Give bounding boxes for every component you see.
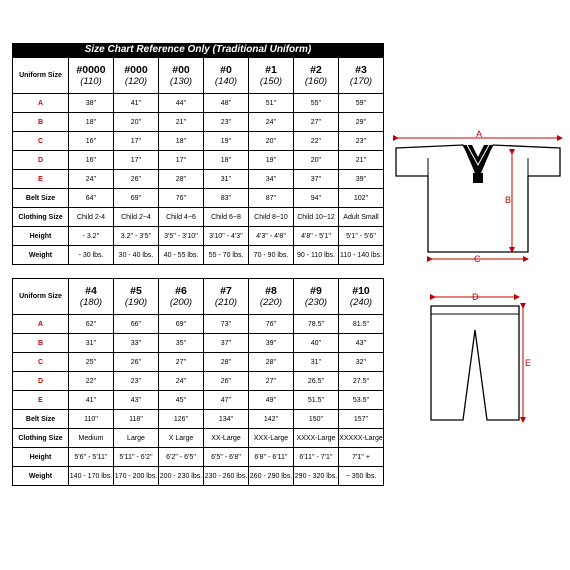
table-cell: 43'' xyxy=(339,334,384,353)
size-number: (130) xyxy=(169,75,193,87)
table-cell: Adult Small xyxy=(339,208,384,227)
table-cell: XXX-Large xyxy=(249,429,294,448)
size-number: (180) xyxy=(79,296,103,308)
table-cell: 24'' xyxy=(249,113,294,132)
table-cell: 76'' xyxy=(249,315,294,334)
size-header xyxy=(204,279,249,315)
dim-d-label: D xyxy=(472,292,479,302)
row-label-uniform-size: Uniform Size xyxy=(13,58,69,94)
table-row xyxy=(13,448,384,467)
table-cell: 49'' xyxy=(249,391,294,410)
table-cell: 66'' xyxy=(114,315,159,334)
table-cell: 34'' xyxy=(249,170,294,189)
table-cell: 17'' xyxy=(159,151,204,170)
table-cell: 6'8'' - 6'11'' xyxy=(249,448,294,467)
size-code: #4 xyxy=(85,284,97,297)
table-cell: 140 - 170 lbs. xyxy=(69,467,114,486)
table-cell: 7'1'' + xyxy=(339,448,384,467)
table-cell: 25'' xyxy=(69,353,114,372)
dim-b-label: B xyxy=(505,195,512,205)
table-cell: 53.5'' xyxy=(339,391,384,410)
table-row xyxy=(13,113,384,132)
table-cell: 4'3'' - 4'8'' xyxy=(249,227,294,246)
table-cell: 118'' xyxy=(114,410,159,429)
table-cell: 23'' xyxy=(339,132,384,151)
table-row xyxy=(13,151,384,170)
table-row xyxy=(13,246,384,265)
size-number: (160) xyxy=(304,75,328,87)
table-cell: 102'' xyxy=(339,189,384,208)
table-cell: 6'5'' - 6'8'' xyxy=(204,448,249,467)
size-header xyxy=(114,279,159,315)
table-row xyxy=(13,467,384,486)
table-cell: 81.5'' xyxy=(339,315,384,334)
table-cell: 18'' xyxy=(159,132,204,151)
table-cell: 55'' xyxy=(294,94,339,113)
row-label-weight: Weight xyxy=(13,467,69,486)
table-cell: 5'11'' - 6'2'' xyxy=(114,448,159,467)
table-cell: 31'' xyxy=(69,334,114,353)
table-cell: 41'' xyxy=(114,94,159,113)
size-number: (230) xyxy=(304,296,328,308)
table-cell: 23'' xyxy=(204,113,249,132)
row-label-belt-size: Belt Size xyxy=(13,189,69,208)
size-header xyxy=(159,58,204,94)
row-label-d: D xyxy=(13,151,69,170)
table-cell: 16'' xyxy=(69,132,114,151)
table-cell: 69'' xyxy=(114,189,159,208)
size-header xyxy=(294,279,339,315)
row-label-clothing-size: Clothing Size xyxy=(13,429,69,448)
table-cell: 26.5'' xyxy=(294,372,339,391)
size-header xyxy=(294,58,339,94)
size-code: #0000 xyxy=(76,63,106,76)
table-cell: 16'' xyxy=(69,151,114,170)
size-header xyxy=(69,279,114,315)
table-cell: Large xyxy=(114,429,159,448)
table-row xyxy=(13,170,384,189)
size-code: #2 xyxy=(310,63,322,76)
table-cell: 21'' xyxy=(339,151,384,170)
size-code: #5 xyxy=(130,284,142,297)
table-cell: 78.5'' xyxy=(294,315,339,334)
table-cell: 6'2'' - 6'5'' xyxy=(159,448,204,467)
pants-outline xyxy=(431,306,519,420)
table-cell: 24'' xyxy=(69,170,114,189)
table-cell: 31'' xyxy=(294,353,339,372)
table-cell: 17'' xyxy=(114,132,159,151)
table-cell: 28'' xyxy=(159,170,204,189)
table-cell: 157'' xyxy=(339,410,384,429)
table-cell: 3.2'' - 3'5'' xyxy=(114,227,159,246)
table-cell: 19'' xyxy=(204,132,249,151)
row-label-a: A xyxy=(13,94,69,113)
table-cell: 170 - 200 lbs. xyxy=(114,467,159,486)
table-cell: 27.5'' xyxy=(339,372,384,391)
table-cell: 28'' xyxy=(204,353,249,372)
table-cell: 26'' xyxy=(114,170,159,189)
table-cell: 32'' xyxy=(339,353,384,372)
size-number: (170) xyxy=(349,75,373,87)
table-row xyxy=(13,208,384,227)
table-cell: 22'' xyxy=(294,132,339,151)
table-cell: 5'1'' - 5'6'' xyxy=(339,227,384,246)
table-cell: Child 8~10 xyxy=(249,208,294,227)
row-label-clothing-size: Clothing Size xyxy=(13,208,69,227)
table-cell: 20'' xyxy=(294,151,339,170)
table-cell: 27'' xyxy=(249,372,294,391)
size-header xyxy=(249,58,294,94)
size-number: (200) xyxy=(169,296,193,308)
row-label-b: B xyxy=(13,113,69,132)
size-code: #9 xyxy=(310,284,322,297)
table-cell: 142'' xyxy=(249,410,294,429)
table-cell: Child 2-4 xyxy=(69,208,114,227)
row-label-d: D xyxy=(13,372,69,391)
table-cell: 39'' xyxy=(249,334,294,353)
size-code: #00 xyxy=(172,63,190,76)
table-cell: 76'' xyxy=(159,189,204,208)
row-label-e: E xyxy=(13,391,69,410)
table-cell: 24'' xyxy=(159,372,204,391)
table-cell: 20'' xyxy=(114,113,159,132)
size-code: #000 xyxy=(124,63,148,76)
jacket-diagram xyxy=(388,128,570,268)
row-label-uniform-size: Uniform Size xyxy=(13,279,69,315)
table-cell: 23'' xyxy=(114,372,159,391)
table-cell: 230 - 260 lbs. xyxy=(204,467,249,486)
table-cell: Child 6~8 xyxy=(204,208,249,227)
table-cell: XXXXX-Large xyxy=(339,429,384,448)
table-cell: 19'' xyxy=(249,151,294,170)
table-cell: ~ 350 lbs. xyxy=(339,467,384,486)
table-cell: 55 - 70 lbs. xyxy=(204,246,249,265)
table-cell: 27'' xyxy=(159,353,204,372)
table-cell: 6'11'' - 7'1'' xyxy=(294,448,339,467)
table-cell: 26'' xyxy=(114,353,159,372)
row-label-e: E xyxy=(13,170,69,189)
size-header xyxy=(339,279,384,315)
size-header xyxy=(69,58,114,94)
table-cell: Child 10~12 xyxy=(294,208,339,227)
table-row xyxy=(13,132,384,151)
table-cell: 62'' xyxy=(69,315,114,334)
table-cell: 29'' xyxy=(339,113,384,132)
table-row xyxy=(13,391,384,410)
table-row xyxy=(13,189,384,208)
row-label-weight: Weight xyxy=(13,246,69,265)
size-number: (210) xyxy=(214,296,238,308)
size-header xyxy=(339,58,384,94)
table-cell: Medium xyxy=(69,429,114,448)
size-number: (190) xyxy=(124,296,148,308)
row-label-b: B xyxy=(13,334,69,353)
table-cell: 134'' xyxy=(204,410,249,429)
size-number: (110) xyxy=(80,75,102,87)
table-cell: 260 - 290 lbs. xyxy=(249,467,294,486)
size-number: (150) xyxy=(259,75,283,87)
size-header xyxy=(204,58,249,94)
table-cell: 38'' xyxy=(69,94,114,113)
size-header xyxy=(159,279,204,315)
table-row xyxy=(13,94,384,113)
table-cell: 33'' xyxy=(114,334,159,353)
row-label-height: Height xyxy=(13,227,69,246)
table-row xyxy=(13,372,384,391)
table-cell: 27'' xyxy=(294,113,339,132)
table-cell: 22'' xyxy=(69,372,114,391)
table-cell: 5'6'' - 5'11'' xyxy=(69,448,114,467)
table-cell: 20'' xyxy=(249,132,294,151)
table-cell: 26'' xyxy=(204,372,249,391)
table-cell: 35'' xyxy=(159,334,204,353)
table-cell: 39'' xyxy=(339,170,384,189)
size-code: #7 xyxy=(220,284,232,297)
jacket-knot xyxy=(473,173,483,183)
size-code: #3 xyxy=(355,63,367,76)
size-header xyxy=(114,58,159,94)
size-number: (220) xyxy=(259,296,283,308)
table-cell: XXXX-Large xyxy=(294,429,339,448)
size-table-1 xyxy=(12,57,384,265)
row-label-a: A xyxy=(13,315,69,334)
size-number: (120) xyxy=(124,75,148,87)
table-cell: 4'8'' - 5'1'' xyxy=(294,227,339,246)
table-cell: 45'' xyxy=(159,391,204,410)
size-table-2 xyxy=(12,278,384,486)
table-cell: Child 2~4 xyxy=(114,208,159,227)
table-cell: 73'' xyxy=(204,315,249,334)
table-cell: 17'' xyxy=(114,151,159,170)
pants-diagram xyxy=(425,290,565,430)
row-label-height: Height xyxy=(13,448,69,467)
table-row xyxy=(13,429,384,448)
table-cell: 69'' xyxy=(159,315,204,334)
size-header xyxy=(249,279,294,315)
dim-a-label: A xyxy=(476,129,483,139)
table-cell: Child 4~6 xyxy=(159,208,204,227)
table-cell: 28'' xyxy=(249,353,294,372)
dim-c-label: C xyxy=(474,254,481,264)
table-cell: 51.5'' xyxy=(294,391,339,410)
table-cell: 48'' xyxy=(204,94,249,113)
table-row xyxy=(13,315,384,334)
table-cell: 3'10'' - 4'3'' xyxy=(204,227,249,246)
table-cell: 290 - 320 lbs. xyxy=(294,467,339,486)
table-cell: 37'' xyxy=(294,170,339,189)
table-cell: 70 - 90 lbs. xyxy=(249,246,294,265)
table-row xyxy=(13,410,384,429)
table-cell: 87'' xyxy=(249,189,294,208)
table-cell: 31'' xyxy=(204,170,249,189)
table-cell: 41'' xyxy=(69,391,114,410)
size-code: #1 xyxy=(265,63,277,76)
table-cell: 21'' xyxy=(159,113,204,132)
table-cell: 47'' xyxy=(204,391,249,410)
size-number: (140) xyxy=(214,75,238,87)
table-cell: 64'' xyxy=(69,189,114,208)
table-cell: X Large xyxy=(159,429,204,448)
row-label-c: C xyxy=(13,132,69,151)
table-cell: XX-Large xyxy=(204,429,249,448)
table-cell: 18'' xyxy=(204,151,249,170)
table-row xyxy=(13,334,384,353)
table-cell: 83'' xyxy=(204,189,249,208)
size-code: #8 xyxy=(265,284,277,297)
table-cell: 44'' xyxy=(159,94,204,113)
table-cell: 40'' xyxy=(294,334,339,353)
table-cell: 43'' xyxy=(114,391,159,410)
table-cell: 18'' xyxy=(69,113,114,132)
size-code: #10 xyxy=(352,284,370,297)
row-label-c: C xyxy=(13,353,69,372)
table-cell: 110 - 140 lbs. xyxy=(339,246,384,265)
table-cell: - 30 lbs. xyxy=(69,246,114,265)
table-cell: 3'5'' - 3'10'' xyxy=(159,227,204,246)
size-number: (240) xyxy=(349,296,373,308)
table-cell: 37'' xyxy=(204,334,249,353)
chart-title: Size Chart Reference Only (Traditional Uniform) xyxy=(12,43,384,57)
table-cell: 30 - 40 lbs. xyxy=(114,246,159,265)
table-cell: 150'' xyxy=(294,410,339,429)
table-cell: - 3.2'' xyxy=(69,227,114,246)
table-row xyxy=(13,353,384,372)
row-label-belt-size: Belt Size xyxy=(13,410,69,429)
dim-e-label: E xyxy=(525,358,532,368)
table-cell: 90 - 110 lbs. xyxy=(294,246,339,265)
table-cell: 126'' xyxy=(159,410,204,429)
table-cell: 51'' xyxy=(249,94,294,113)
table-row xyxy=(13,227,384,246)
table-cell: 110'' xyxy=(69,410,114,429)
size-code: #0 xyxy=(220,63,232,76)
table-cell: 200 - 230 lbs. xyxy=(159,467,204,486)
table-cell: 59'' xyxy=(339,94,384,113)
size-code: #6 xyxy=(175,284,187,297)
table-cell: 40 - 55 lbs. xyxy=(159,246,204,265)
table-cell: 94'' xyxy=(294,189,339,208)
